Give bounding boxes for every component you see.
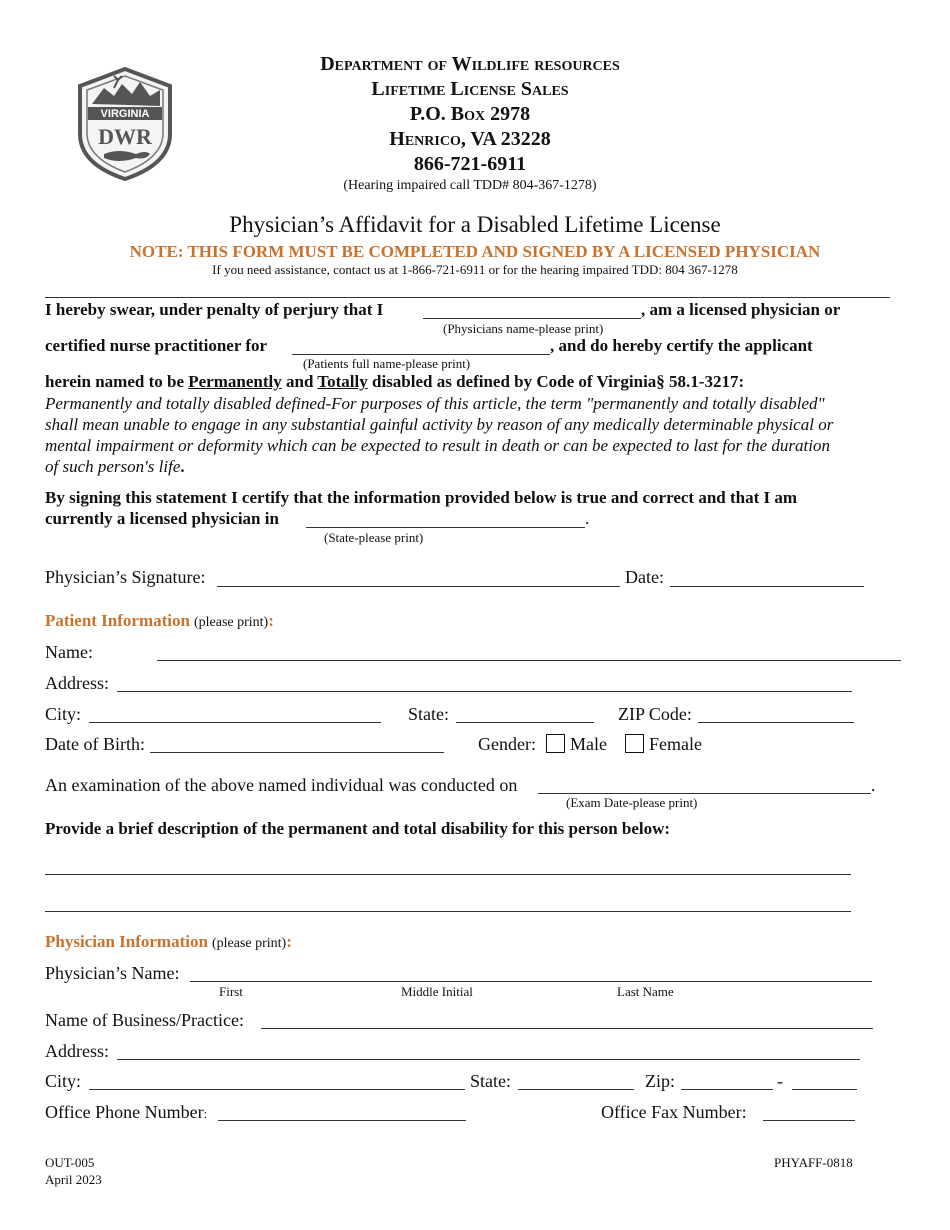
header-divider <box>45 297 890 298</box>
definition-text: Permanently and totally disabled defined-For purposes of this article, the term "permanently and totally disabled" shall mean unable to engage in any substantial gainful activity by reason of any medically determinable physical or mental impairment or deformity which can be expected to result in death or can be expected to last for the duration of such person's life. <box>45 394 834 476</box>
female-label: Female <box>648 734 702 754</box>
physician-name-label: Physician’s Name: <box>45 963 180 983</box>
phone-number: 866-721-6911 <box>413 153 527 175</box>
physician-zip-field[interactable] <box>681 1089 773 1090</box>
patient-city-label: City: <box>45 704 82 724</box>
oath-line1-end: , am a licensed physician or <box>641 300 841 319</box>
patient-gender <box>478 734 702 755</box>
patient-dob-label: Date of Birth: <box>45 734 145 754</box>
po-box: P.O. Box 2978 <box>409 103 531 125</box>
agency-name: Department of Wildlife resources <box>320 53 620 75</box>
exam-date-field[interactable] <box>538 793 871 794</box>
office-name: Lifetime License Sales <box>371 78 569 100</box>
signature-label: Physician’s Signature: <box>45 567 206 587</box>
patient-zip-label: ZIP Code: <box>618 704 692 724</box>
form-date: April 2023 <box>45 1172 102 1187</box>
physician-name-field[interactable] <box>423 318 641 319</box>
patient-state-label: State: <box>408 704 449 724</box>
dwr-logo <box>74 66 176 182</box>
signature-date-field[interactable] <box>670 586 864 587</box>
tdd-number: (Hearing impaired call TDD# 804-367-1278) <box>343 178 597 193</box>
physician-address-field[interactable] <box>117 1059 860 1060</box>
female-checkbox[interactable] <box>625 734 644 753</box>
oath-line2-end: , and do hereby certify the applicant <box>550 336 813 355</box>
business-label: Name of Business/Practice: <box>45 1010 244 1030</box>
last-name-caption: Last Name <box>617 984 674 999</box>
physician-zip4-field[interactable] <box>792 1089 857 1090</box>
svg-text:DWR: DWR <box>98 124 152 149</box>
patient-address-field[interactable] <box>117 691 852 692</box>
physician-fullname-field[interactable] <box>190 981 872 982</box>
certify-period: . <box>585 509 590 528</box>
oath-line3: herein named to be Permanently and Totally disabled as defined by Code of Virginia§ 58.1-3217: <box>45 372 745 391</box>
male-checkbox[interactable] <box>546 734 565 753</box>
business-field[interactable] <box>261 1028 873 1029</box>
physician-zip-label: Zip: <box>645 1071 675 1091</box>
form-id: OUT-005 <box>45 1155 95 1170</box>
patient-city-field[interactable] <box>89 722 381 723</box>
first-caption: First <box>219 984 243 999</box>
physician-city-field[interactable] <box>89 1089 465 1090</box>
patient-name-field[interactable] <box>157 660 901 661</box>
patient-info-heading: Patient Information (please print): <box>45 611 274 630</box>
form-code: PHYAFF-0818 <box>774 1155 853 1170</box>
certify-line1: By signing this statement I certify that the information provided below is true and correct and that I am <box>45 488 798 507</box>
form-title: Physician’s Affidavit for a Disabled Lifetime License <box>229 212 721 237</box>
physician-name-caption: (Physicians name-please print) <box>443 321 604 336</box>
patient-fullname-field[interactable] <box>292 354 550 355</box>
oath-line1-start: I hereby swear, under penalty of perjury that I <box>45 300 384 319</box>
signature-date-label: Date: <box>625 567 664 587</box>
patient-zip-field[interactable] <box>698 722 854 723</box>
license-state-field[interactable] <box>306 527 585 528</box>
description-prompt: Provide a brief description of the permanent and total disability for this person below: <box>45 819 671 838</box>
gender-label: Gender: <box>478 734 536 754</box>
patient-name-label: Name: <box>45 642 93 662</box>
city-state: Henrico, VA 23228 <box>389 128 551 150</box>
license-state-caption: (State-please print) <box>324 530 424 545</box>
description-line-1[interactable] <box>45 874 851 875</box>
office-fax-field[interactable] <box>763 1120 855 1121</box>
physician-state-field[interactable] <box>518 1089 634 1090</box>
signature-field[interactable] <box>217 586 620 587</box>
physician-city-label: City: <box>45 1071 82 1091</box>
middle-initial-caption: Middle Initial <box>401 984 473 999</box>
description-line-2[interactable] <box>45 911 851 912</box>
zip-dash: - <box>777 1071 783 1091</box>
office-fax-label: Office Fax Number: <box>601 1102 747 1122</box>
patient-state-field[interactable] <box>456 722 594 723</box>
physician-note: NOTE: THIS FORM MUST BE COMPLETED AND SIGNED BY A LICENSED PHYSICIAN <box>129 242 821 261</box>
office-phone-field[interactable] <box>218 1120 466 1121</box>
physician-state-label: State: <box>470 1071 511 1091</box>
exam-date-caption: (Exam Date-please print) <box>566 795 698 810</box>
patient-address-label: Address: <box>45 673 109 693</box>
assistance-text: If you need assistance, contact us at 1-866-721-6911 or for the hearing impaired TDD: 804 367-1278 <box>212 262 738 277</box>
male-label: Male <box>569 734 607 754</box>
exam-text: An examination of the above named individual was conducted on <box>45 775 518 795</box>
office-phone-label: Office Phone Number: <box>45 1102 208 1122</box>
physician-info-heading: Physician Information (please print): <box>45 932 292 951</box>
certify-line2: currently a licensed physician in <box>45 509 279 528</box>
svg-text:VIRGINIA: VIRGINIA <box>100 108 150 120</box>
physician-address-label: Address: <box>45 1041 109 1061</box>
exam-period: . <box>871 775 876 795</box>
patient-fullname-caption: (Patients full name-please print) <box>303 356 471 371</box>
oath-line2-start: certified nurse practitioner for <box>45 336 268 355</box>
patient-dob-field[interactable] <box>150 752 444 753</box>
